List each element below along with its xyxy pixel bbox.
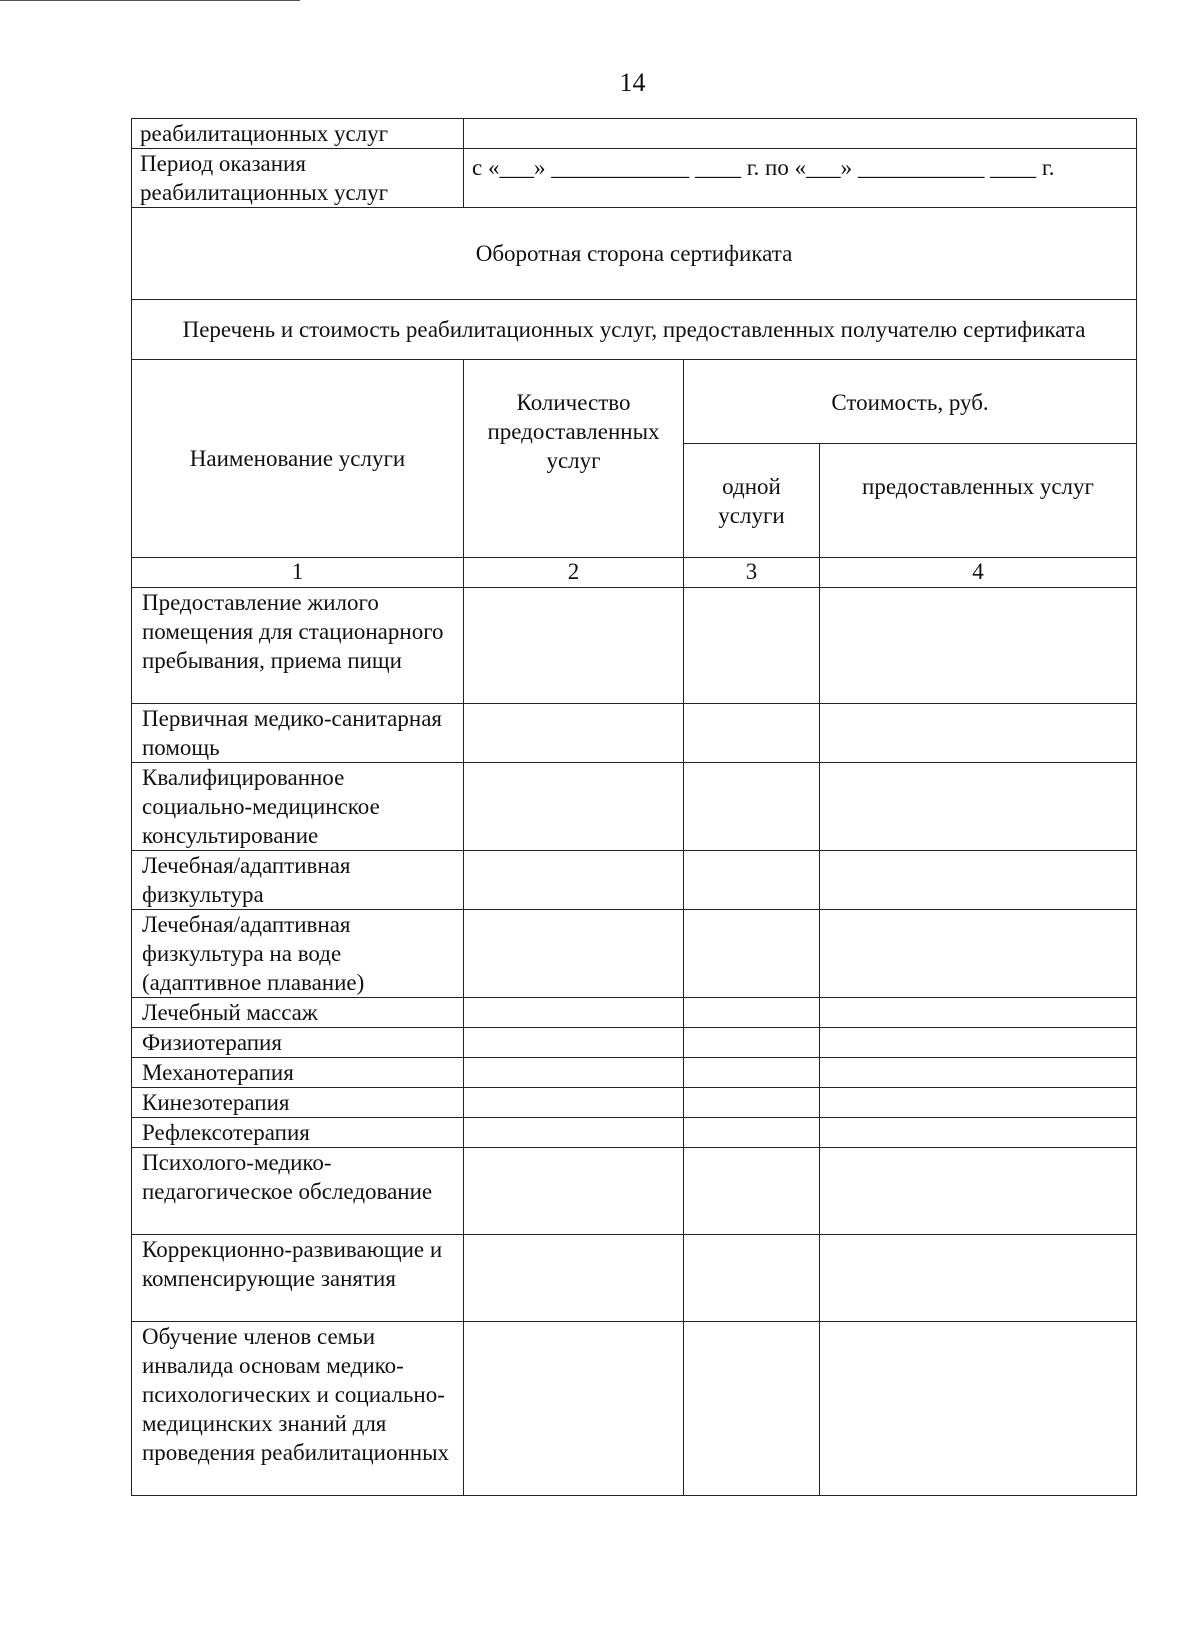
service-cost-one-cell[interactable] bbox=[684, 1322, 820, 1496]
service-cost-one-cell[interactable] bbox=[684, 1088, 820, 1118]
service-name: Рефлексотерапия bbox=[132, 1118, 464, 1148]
header-row-period bbox=[132, 149, 1137, 208]
service-cost-one-cell[interactable] bbox=[684, 910, 820, 998]
table-row bbox=[132, 910, 1137, 998]
col-header-quantity: Количество предоставленных услуг bbox=[464, 360, 684, 558]
service-quantity-cell[interactable] bbox=[464, 1148, 684, 1235]
service-cost-total-cell[interactable] bbox=[820, 851, 1137, 910]
header-label-services: реабилитационных услуг bbox=[132, 119, 464, 149]
col-header-cost-total: предоставленных услуг bbox=[820, 444, 1137, 558]
table-row bbox=[132, 1088, 1137, 1118]
table-row bbox=[132, 588, 1137, 704]
table-row bbox=[132, 1058, 1137, 1088]
service-cost-one-cell[interactable] bbox=[684, 588, 820, 704]
service-quantity-cell[interactable] bbox=[464, 1235, 684, 1322]
col-header-cost: Стоимость, руб. bbox=[684, 360, 1137, 444]
service-cost-total-cell[interactable] bbox=[820, 588, 1137, 704]
service-cost-one-cell[interactable] bbox=[684, 763, 820, 851]
service-cost-total-cell[interactable] bbox=[820, 1088, 1137, 1118]
service-cost-total-cell[interactable] bbox=[820, 1235, 1137, 1322]
header-label-period: Период оказания реабилитационных услуг bbox=[132, 149, 464, 208]
service-quantity-cell[interactable] bbox=[464, 1322, 684, 1496]
period-field[interactable]: с «___» ____________ ____ г. по «___» ___________ ____ г. bbox=[464, 149, 1137, 208]
service-quantity-cell[interactable] bbox=[464, 851, 684, 910]
list-title-row bbox=[132, 300, 1137, 360]
service-name: Физиотерапия bbox=[132, 1028, 464, 1058]
column-number-row bbox=[132, 558, 1137, 588]
service-cost-total-cell[interactable] bbox=[820, 910, 1137, 998]
certificate-form-table bbox=[131, 118, 1137, 1496]
column-header-row-1 bbox=[132, 360, 1137, 444]
service-cost-one-cell[interactable] bbox=[684, 704, 820, 763]
service-quantity-cell[interactable] bbox=[464, 1028, 684, 1058]
table-row bbox=[132, 1235, 1137, 1322]
service-quantity-cell[interactable] bbox=[464, 998, 684, 1028]
table-row bbox=[132, 851, 1137, 910]
col-header-cost-one: одной услуги bbox=[684, 444, 820, 558]
service-name: Лечебный массаж bbox=[132, 998, 464, 1028]
reverse-side-row bbox=[132, 208, 1137, 300]
table-row bbox=[132, 1118, 1137, 1148]
service-cost-total-cell[interactable] bbox=[820, 1058, 1137, 1088]
service-name: Лечебная/адаптивная физкультура на воде (адаптивное плавание) bbox=[132, 910, 464, 998]
service-cost-total-cell[interactable] bbox=[820, 1322, 1137, 1496]
service-name: Кинезотерапия bbox=[132, 1088, 464, 1118]
service-quantity-cell[interactable] bbox=[464, 910, 684, 998]
col-number-4: 4 bbox=[820, 558, 1137, 588]
service-name: Первичная медико-санитарная помощь bbox=[132, 704, 464, 763]
service-cost-one-cell[interactable] bbox=[684, 1118, 820, 1148]
table-row bbox=[132, 1322, 1137, 1496]
service-cost-one-cell[interactable] bbox=[684, 1148, 820, 1235]
page-number: 14 bbox=[619, 68, 646, 97]
service-cost-one-cell[interactable] bbox=[684, 851, 820, 910]
service-name: Предоставление жилого помещения для стационарного пребывания, приема пищи bbox=[132, 588, 464, 704]
service-cost-one-cell[interactable] bbox=[684, 1058, 820, 1088]
header-row-services bbox=[132, 119, 1137, 149]
service-cost-one-cell[interactable] bbox=[684, 1028, 820, 1058]
table-row bbox=[132, 1028, 1137, 1058]
service-quantity-cell[interactable] bbox=[464, 588, 684, 704]
service-name: Механотерапия bbox=[132, 1058, 464, 1088]
table-row bbox=[132, 763, 1137, 851]
scan-edge-line bbox=[0, 0, 300, 1]
service-quantity-cell[interactable] bbox=[464, 1118, 684, 1148]
service-name: Психолого-медико-педагогическое обследование bbox=[132, 1148, 464, 1235]
col-number-2: 2 bbox=[464, 558, 684, 588]
col-number-1: 1 bbox=[132, 558, 464, 588]
col-header-name: Наименование услуги bbox=[132, 360, 464, 558]
service-cost-total-cell[interactable] bbox=[820, 998, 1137, 1028]
service-quantity-cell[interactable] bbox=[464, 1088, 684, 1118]
service-cost-total-cell[interactable] bbox=[820, 1118, 1137, 1148]
service-cost-total-cell[interactable] bbox=[820, 763, 1137, 851]
service-quantity-cell[interactable] bbox=[464, 763, 684, 851]
service-cost-one-cell[interactable] bbox=[684, 998, 820, 1028]
reverse-side-title: Оборотная сторона сертификата bbox=[132, 208, 1137, 300]
service-quantity-cell[interactable] bbox=[464, 1058, 684, 1088]
service-name: Квалифицированное социально-медицинское консультирование bbox=[132, 763, 464, 851]
table-row bbox=[132, 998, 1137, 1028]
services-list-title: Перечень и стоимость реабилитационных услуг, предоставленных получателю сертификата bbox=[132, 300, 1137, 360]
service-name: Коррекционно-развивающие и компенсирующие занятия bbox=[132, 1235, 464, 1322]
service-cost-total-cell[interactable] bbox=[820, 704, 1137, 763]
service-cost-total-cell[interactable] bbox=[820, 1148, 1137, 1235]
table-row bbox=[132, 704, 1137, 763]
col-number-3: 3 bbox=[684, 558, 820, 588]
service-name: Лечебная/адаптивная физкультура bbox=[132, 851, 464, 910]
service-quantity-cell[interactable] bbox=[464, 704, 684, 763]
header-value-services[interactable] bbox=[464, 119, 1137, 149]
service-cost-total-cell[interactable] bbox=[820, 1028, 1137, 1058]
service-name: Обучение членов семьи инвалида основам медико-психологических и социально-медицинских знаний для проведения реабилитационных bbox=[132, 1322, 464, 1496]
service-cost-one-cell[interactable] bbox=[684, 1235, 820, 1322]
table-row bbox=[132, 1148, 1137, 1235]
